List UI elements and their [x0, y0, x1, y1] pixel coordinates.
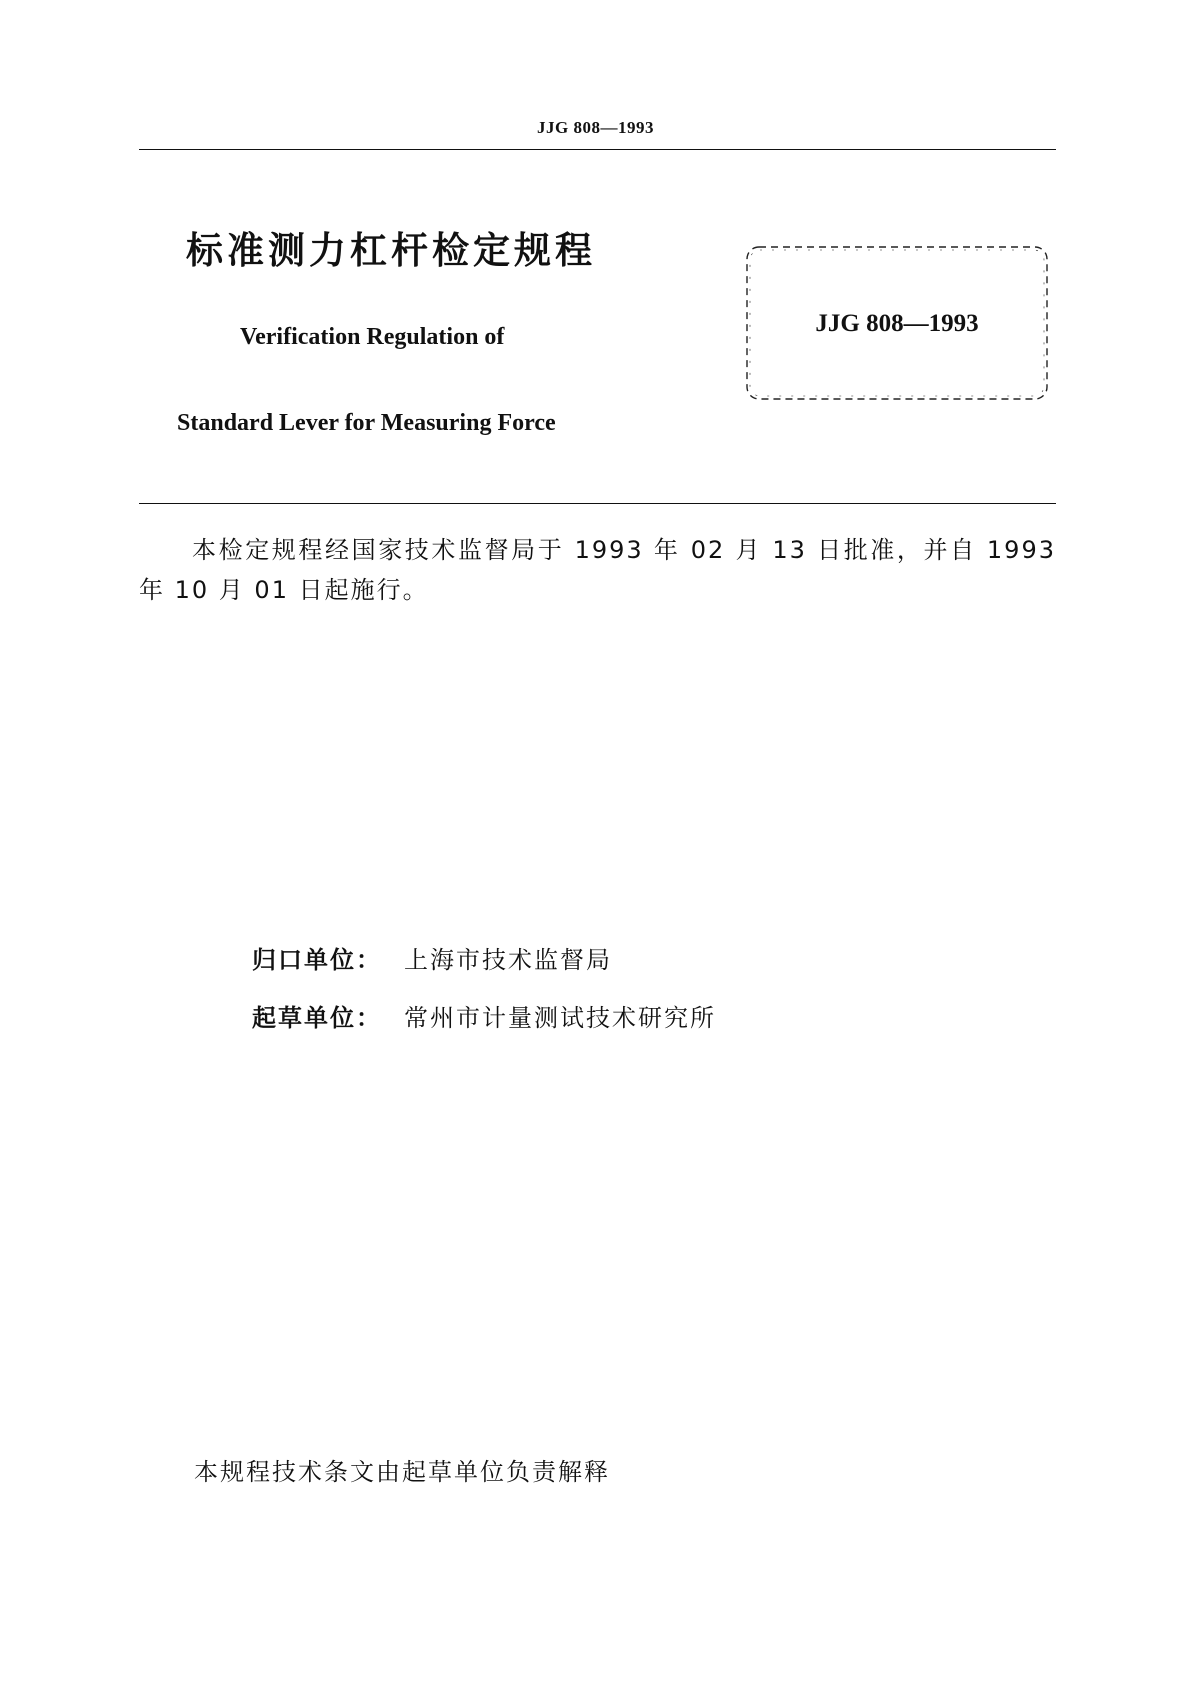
approval-statement: 本检定规程经国家技术监督局于 1993 年 02 月 13 日批准，并自 1993 年 10 月 01 日起施行。 — [139, 536, 1056, 604]
english-title-line-2: Standard Lever for Measuring Force — [177, 410, 556, 436]
english-title-line-1: Verification Regulation of — [240, 324, 505, 350]
responsible-unit-label: 归口单位： — [252, 946, 382, 974]
responsible-unit — [252, 940, 612, 975]
responsible-unit-value: 上海市技术监督局 — [404, 946, 612, 974]
interpretation-note: 本规程技术条文由起草单位负责解释 — [194, 1458, 610, 1486]
drafting-unit — [252, 998, 716, 1033]
standard-code: JJG 808—1993 — [815, 310, 979, 337]
chinese-title: 标准测力杠杆检定规程 — [186, 229, 596, 272]
drafting-unit-label: 起草单位： — [252, 1004, 382, 1032]
running-header: JJG 808—1993 — [537, 118, 654, 137]
standard-code-box — [744, 244, 1050, 402]
drafting-unit-value: 常州市计量测试技术研究所 — [404, 1004, 716, 1032]
header-rule — [139, 149, 1056, 150]
section-rule — [139, 503, 1056, 504]
